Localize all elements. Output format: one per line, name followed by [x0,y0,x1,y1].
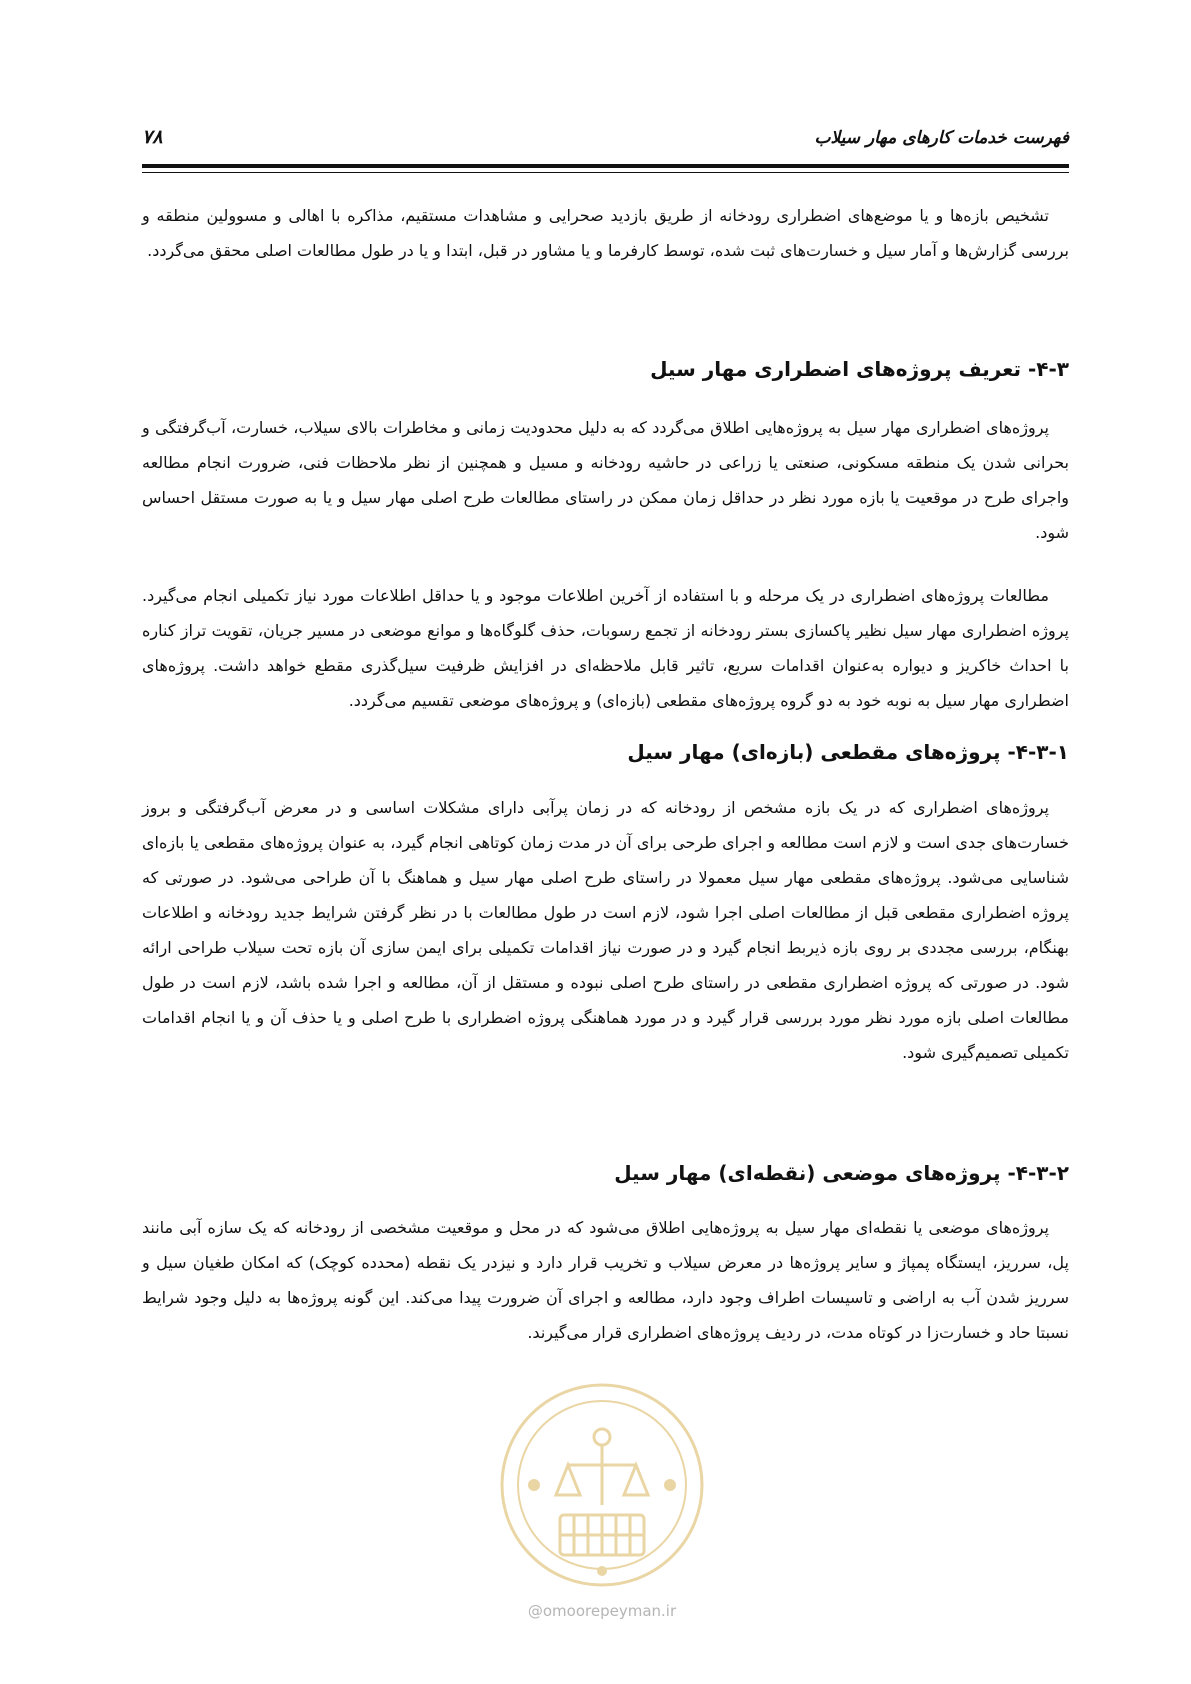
watermark-label: @omoorepeyman.ir [527,1602,677,1620]
watermark-seal-icon [482,1365,722,1625]
page-number: ۷۸ [142,126,163,148]
header-rule-thick [142,164,1069,168]
paragraph-local: پروژه‌های موضعی یا نقطه‌ای مهار سیل به پروژه‌هایی اطلاق می‌شود که در محل و موقعیت مشخصی از رودخانه که یک سازه آبی مانند پل، سرریز، ایستگاه پمپاژ و سایر پروژه‌ها در معرض سیلاب و تخریب قرار دارد و نیزدر یک نقطه (محدده کوچک) که امکان طغیان سیل و سرریز شدن آب به اراضی و تاسیسات اطراف وجود دارد، مطالعه و اجرای آن ضرورت پیدا می‌کند. این گونه پروژه‌ها به دلیل وجود شرایط نسبتا حاد و خسارت‌زا در کوتاه مدت، در ردیف پروژه‌های اضطراری قرار می‌گیرند. [142,1218,1069,1342]
section-heading-definition: ۴-۳- تعریف پروژه‌های اضطراری مهار سیل [650,357,1069,381]
page-header [142,124,1069,162]
paragraph-identification: تشخیص بازه‌ها و یا موضع‌های اضطراری رودخانه از طریق بازدید صحرایی و مشاهدات مستقیم، مذاکره با اهالی و مسوولین منطقه و بررسی گزارش‌ها و آمار سیل و خسارت‌های ثبت شده، توسط کارفرما و یا مشاور در قبل، ابتدا و یا در طول مطالعات اصلی محقق می‌گردد. [142,206,1069,260]
running-title: فهرست خدمات کارهای مهار سیلاب [814,128,1069,148]
paragraph-sectional: پروژه‌های اضطراری که در یک بازه مشخص از رودخانه که در زمان پرآبی دارای مشکلات اساسی و در معرض آب‌گرفتگی و بروز خسارت‌های جدی است و لازم است مطالعه و اجرای طرحی برای آن در مدت زمان کوتاهی انجام گیرد، به عنوان پروژه‌های مقطعی یا بازه‌ای شناسایی می‌شود. پروژه‌های مقطعی مهار سیل معمولا در راستای طرح اصلی مهار سیل و هماهنگ با آن طراحی می‌شود. در صورتی که پروژه اضطراری مقطعی قبل از مطالعات اصلی اجرا شود، لازم است در طول مطالعات با در نظر گرفتن شرایط جدید رودخانه و اطلاعات بهنگام، بررسی مجددی بر روی بازه ذیربط انجام گیرد و در صورت نیاز اقدامات تکمیلی برای ایمن سازی آن بازه تحت سیلاب طراحی ارائه شود. در صورتی که پروژه اضطراری مقطعی در راستای طرح اصلی نبوده و مستقل از آن، مطالعه و اجرا شده باشد، لازم است در طول مطالعات اصلی بازه مورد نظر مورد بررسی قرار گیرد و در مورد هماهنگی پروژه اضطراری با طرح اصلی و یا حذف آن و یا انجام اقدامات تکمیلی تصمیم‌گیری شود. [142,798,1069,1062]
subsection-heading-sectional: ۴-۳-۱- پروژه‌های مقطعی (بازه‌ای) مهار سیل [627,740,1069,764]
paragraph-definition: پروژه‌های اضطراری مهار سیل به پروژه‌هایی اطلاق می‌گردد که به دلیل محدودیت زمانی و مخاطرات بالای سیلاب، خسارت، آب‌گرفتگی و بحرانی شدن یک منطقه مسکونی، صنعتی یا زراعی در حاشیه رودخانه و مسیل و همچنین از نظر ملاحظات فنی، ضرورت انجام مطالعه واجرای طرح در موقعیت یا بازه مورد نظر در حداقل زمان ممکن در راستای مطالعات طرح اصلی مهار سیل و یا به صورت مستقل احساس شود. [142,418,1069,542]
header-rule-thin [142,172,1069,173]
subsection-heading-local: ۴-۳-۲- پروژه‌های موضعی (نقطه‌ای) مهار سیل [614,1161,1069,1185]
paragraph-studies: مطالعات پروژه‌های اضطراری در یک مرحله و با استفاده از آخرین اطلاعات موجود و یا حداقل اطلاعات مورد نیاز تکمیلی انجام می‌گیرد. پروژه اضطراری مهار سیل نظیر پاکسازی بستر رودخانه از تجمع رسوبات، حذف گلوگاه‌ها و موانع موضعی در مسیر جریان، تقویت تراز کناره با احداث خاکریز و دیواره به‌عنوان اقدامات سریع، تاثیر قابل ملاحظه‌ای در افزایش ظرفیت سیل‌گذری مقطع خواهد داشت. پروژه‌های اضطراری مهار سیل به نوبه خود به دو گروه پروژه‌های مقطعی (بازه‌ای) و پروژه‌های موضعی تقسیم می‌گردد. [142,586,1069,710]
